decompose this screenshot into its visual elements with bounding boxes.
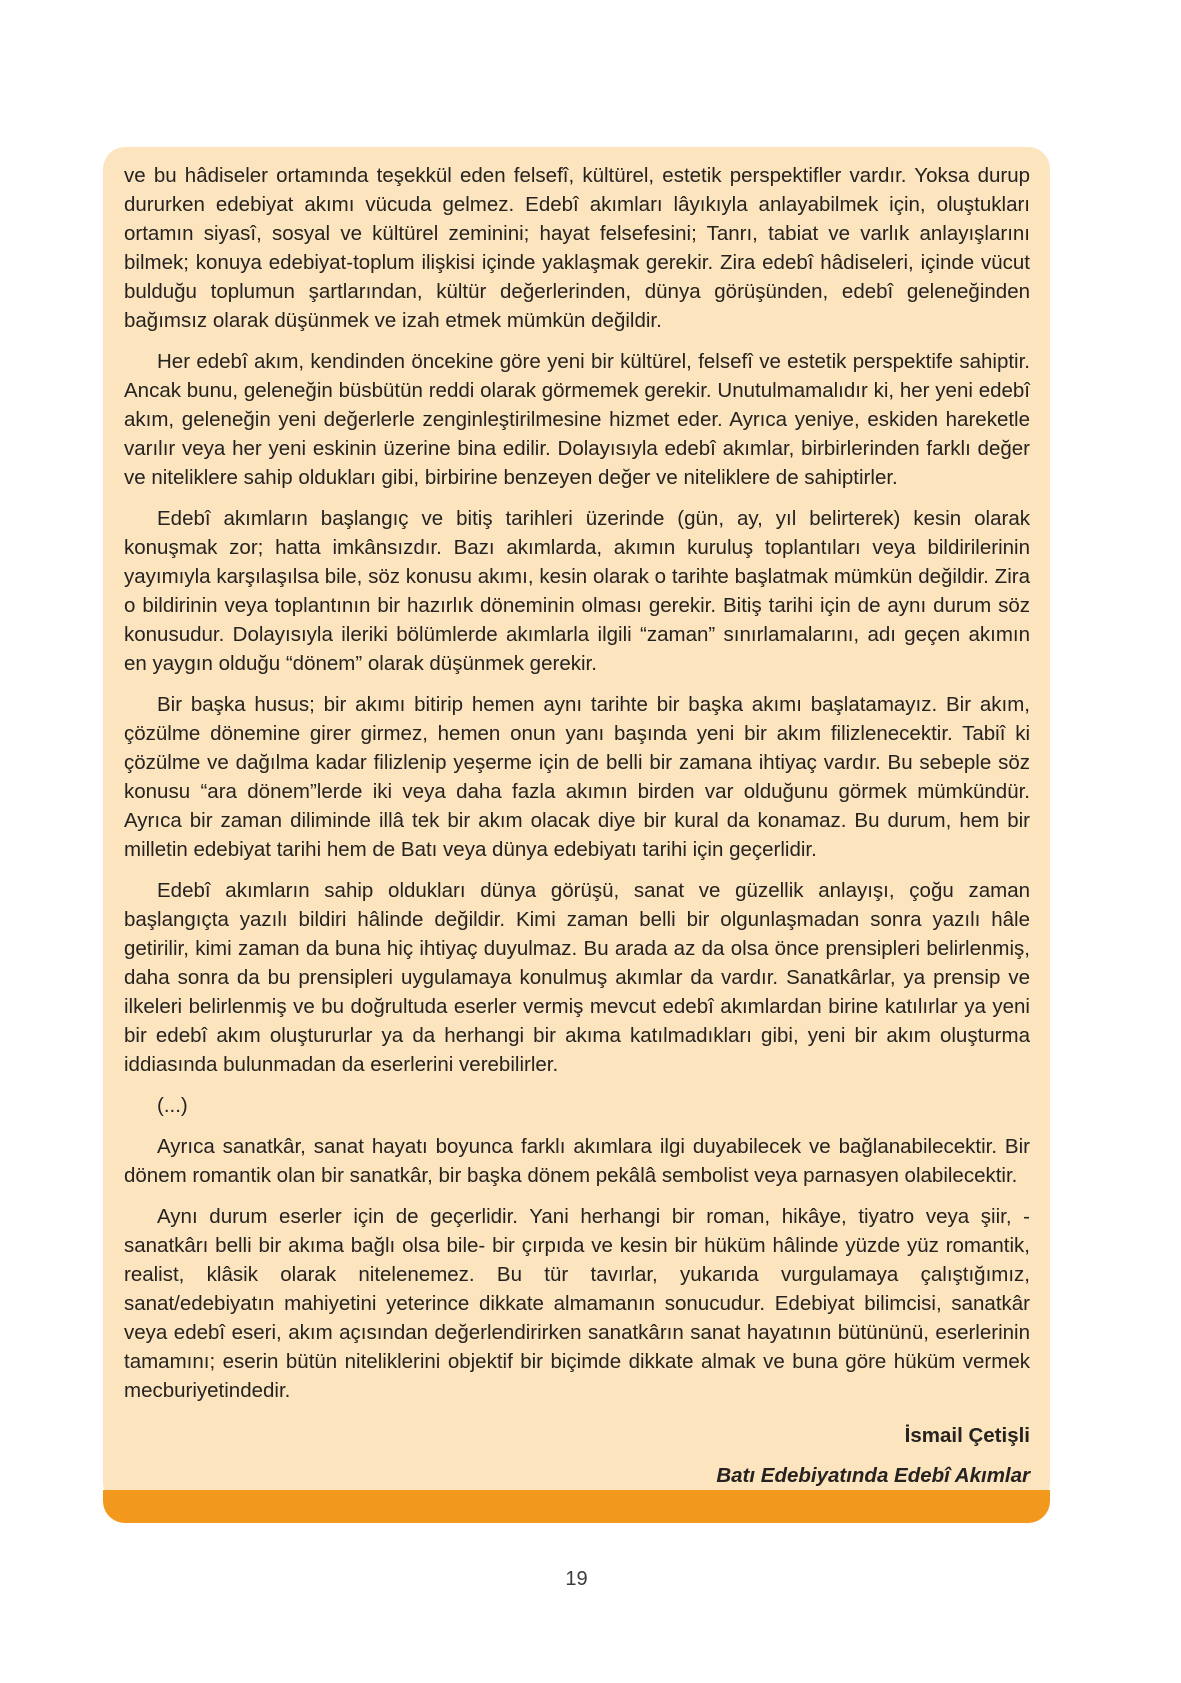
author-name: İsmail Çetişli [904,1424,1030,1447]
excerpt-paragraph: Aynı durum eserler için de geçerlidir. Yani herhangi bir roman, hikâye, tiyatro veya şiir, -sanatkârı belli bir akıma bağlı olsa bile- bir çırpıda ve kesin bir hüküm hâlinde yüzde yüz romantik, realist, klâsik olarak nitelenemez. Bu tür tavırlar, yukarıda vurgulamaya çalıştığımız, sanat/edebiyatın mahiyetini yeterince dikkate almamanın sonucudur. Edebiyat bilimcisi, sanatkâr veya edebî eseri, akım açısından değerlendirirken sanatkârın sanat hayatının bütününü, eserlerinin tamamını; eserin bütün niteliklerini objektif bir biçimde dikkate almak ve buna göre hüküm vermek mecburiyetindedir. [124,1205,1030,1402]
excerpt-paragraph: Her edebî akım, kendinden öncekine göre yeni bir kültürel, felsefî ve estetik perspektife sahiptir. Ancak bunu, geleneğin büsbütün reddi olarak görmemek gerekir. Unutulmamalıdır ki, her yeni edebî akım, geleneğin yeni değerlerle zenginleştirilmesine hizmet eder. Ayrıca yeniye, eskiden hareketle varılır veya her yeni eskinin üzerine bina edilir. Dolayısıyla edebî akımlar, birbirlerinden farklı değer ve niteliklere sahip oldukları gibi, birbirine benzeyen değer ve niteliklere de sahiptirler. [124,350,1030,489]
excerpt-paragraphs [124,161,1030,1405]
excerpt-paragraph: Edebî akımların sahip oldukları dünya görüşü, sanat ve güzellik anlayışı, çoğu zaman başlangıçta yazılı bildiri hâlinde değildir. Kimi zaman belli bir olgunlaşmadan sonra yazılı hâle getirilir, kimi zaman da buna hiç ihtiyaç duyulmaz. Bu arada az da olsa önce prensipleri belirlenmiş, daha sonra da bu prensipleri uygulamaya konulmuş akımlar da vardır. Sanatkârlar, ya prensip ve ilkeleri belirlenmiş ve bu doğrultuda eserler vermiş mevcut edebî akımlardan birine katılırlar ya yeni bir edebî akım oluştururlar ya da herhangi bir akıma katılmadıkları gibi, yeni bir akım oluşturma iddiasında bulunmadan da eserlerini verebilirler. [124,879,1030,1076]
attribution-block [124,1421,1030,1490]
excerpt-panel [103,147,1050,1505]
source-title: Batı Edebiyatında Edebî Akımlar [716,1464,1030,1487]
excerpt-paragraph: Ayrıca sanatkâr, sanat hayatı boyunca farklı akımlara ilgi duyabilecek ve bağlanabilecektir. Bir dönem romantik olan bir sanatkâr, bir başka dönem pekâlâ sembolist veya parnasyen olabilecektir. [124,1135,1030,1187]
excerpt-content [103,147,1050,1490]
excerpt-paragraph: ve bu hâdiseler ortamında teşekkül eden felsefî, kültürel, estetik perspektifler vardır. Yoksa durup dururken edebiyat akımı vücuda gelmez. Edebî akımları lâyıkıyla anlayabilmek için, oluştukları ortamın siyasî, sosyal ve kültürel zeminini; hayat felsefesini; Tanrı, tabiat ve varlık anlayışlarını bilmek; konuya edebiyat-toplum ilişkisi içinde yaklaşmak gerekir. Zira edebî hâdiseleri, içinde vücut bulduğu toplumun şartlarından, kültür değerlerinden, dünya görüşünden, edebî geleneğinden bağımsız olarak düşünmek ve izah etmek mümkün değildir. [124,164,1030,332]
excerpt-paragraph: (...) [157,1094,188,1117]
page-number: 19 [565,1568,588,1590]
excerpt-paragraph: Bir başka husus; bir akımı bitirip hemen aynı tarihte bir başka akımı başlatamayız. Bir akım, çözülme dönemine girer girmez, hemen onun yanı başında yeni bir akım filizlenecektir. Tabiî ki çözülme ve dağılma kadar filizlenip yeşerme için de belli bir zamana ihtiyaç vardır. Bu sebeple söz konusu “ara dönem”lerde iki veya daha fazla akımın birden var olduğunu görmek mümkündür. Ayrıca bir zaman diliminde illâ tek bir akım olacak diye bir kural da konamaz. Bu durum, hem bir milletin edebiyat tarihi hem de Batı veya dünya edebiyatı tarihi için geçerlidir. [124,693,1030,861]
accent-bar [103,1490,1050,1523]
excerpt-paragraph: Edebî akımların başlangıç ve bitiş tarihleri üzerinde (gün, ay, yıl belirterek) kesin olarak konuşmak zor; hatta imkânsızdır. Bazı akımlarda, akımın kuruluş toplantıları veya bildirilerinin yayımıyla karşılaşılsa bile, söz konusu akımı, kesin olarak o tarihte başlatmak mümkün değildir. Zira o bildirinin veya toplantının bir hazırlık döneminin olması gerekir. Bitiş tarihi için de aynı durum söz konusudur. Dolayısıyla ileriki bölümlerde akımlarla ilgili “zaman” sınırlamalarını, adı geçen akımın en yaygın olduğu “dönem” olarak düşünmek gerekir. [124,507,1030,675]
